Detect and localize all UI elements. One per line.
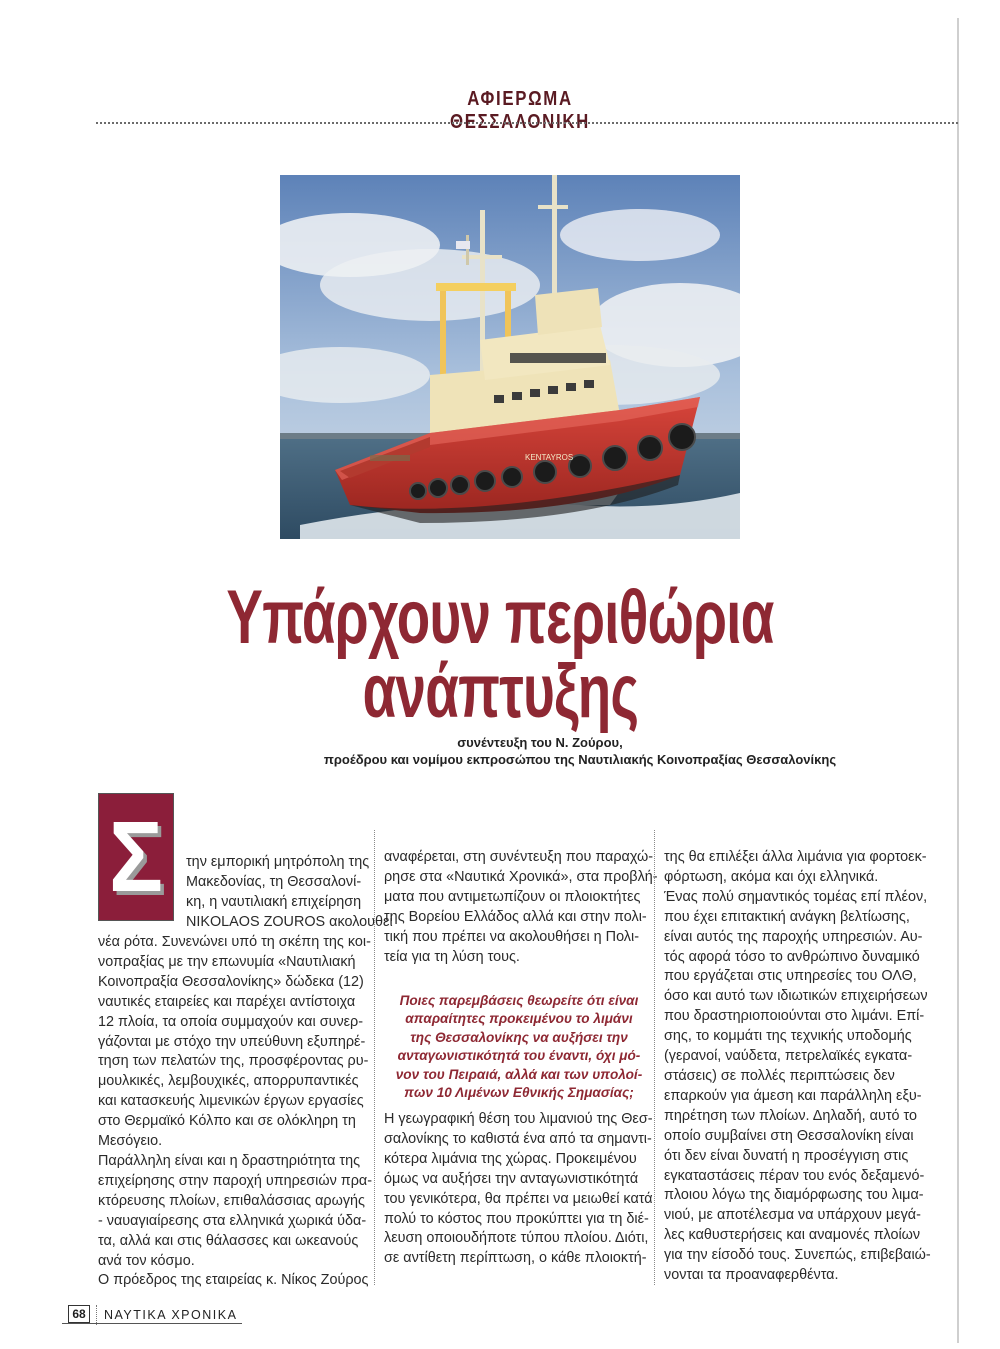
footer-dotted-divider [96, 1305, 97, 1325]
text-line: Ένας πολύ σημαντικός τομέας επί πλέον, [664, 888, 928, 905]
text-line: ανά τον κόσμο. [98, 1252, 195, 1269]
headline-text-2: ανάπτυξης [362, 649, 638, 734]
text-line: ότι δεν είναι δυνατή η προσέγγιση στις [664, 1147, 909, 1164]
text-line: φόρτωση, ακόμα και όχι ελληνικά. [664, 868, 879, 885]
dropcap-box [98, 793, 174, 921]
dropcap-letter: Σ [108, 800, 163, 913]
question-line: απαραίτητες προκειμένου το λιμάνι [405, 1011, 633, 1027]
ship-name-label: KENTAYROS [525, 453, 574, 462]
text-line: Κοινοπραξία Θεσσαλονίκης» δώδεκα (12) [98, 973, 364, 990]
text-line: πηρέτηση των πλοίων. Δηλαδή, αυτό το [664, 1107, 918, 1124]
publication-name: ΝΑΥΤΙΚΑ ΧΡΟΝΙΚΑ [104, 1308, 238, 1322]
text-line: επαρκούν για άμεση και παράλληλη εξυ- [664, 1087, 922, 1104]
text-line: γάζονται με στόχο την υπεύθυνη εξυπηρέ- [98, 1033, 366, 1050]
column-3-body [664, 848, 934, 1286]
text-line: κότερα λιμάνια της χώρας. Προκειμένου [384, 1150, 637, 1167]
text-line: - ναυαγιαίρεσης στα ελληνικά χωρικά ύδα- [98, 1212, 367, 1229]
text-line: τική που πρέπει να ακολουθήσει η Πολι- [384, 928, 639, 945]
text-line: NIKOLAOS ZOUROS ακολουθεί [186, 913, 393, 930]
column-2-top [384, 848, 658, 967]
text-line: ματα που αντιμετωπίζουν οι πλοιοκτήτες [384, 888, 641, 905]
text-line: που εργάζεται στις υπηρεσίες του ΟΛΘ, [664, 968, 917, 985]
text-line: και κατασκευής λιμενικών έργων εργασίες [98, 1093, 364, 1110]
text-line: στάσεις) σε πολλές περιπτώσεις δεν [664, 1067, 895, 1084]
text-line: Μεσόγειο. [98, 1133, 163, 1150]
tugboat-illustration [280, 175, 740, 539]
column-divider-1 [374, 830, 375, 1285]
text-line: της Βορείου Ελλάδος αλλά και στην πολι- [384, 908, 647, 925]
text-line: Ο πρόεδρος της εταιρείας κ. Νίκος Ζούρος [98, 1272, 369, 1289]
text-line: κη, η ναυτιλιακή επιχείρηση [186, 893, 362, 910]
text-line: 12 πλοία, τα οποία συμμαχούν και συνερ- [98, 1013, 364, 1030]
headline-line-2 [0, 649, 1000, 734]
text-line: του γενικότερα, θα πρέπει να μειωθεί κατά [384, 1190, 653, 1207]
text-line: τός αφορά τόσο το ανθρώπινο δυναμικό [664, 948, 920, 965]
text-line: σης, το κομμάτι της τεχνικής υποδομής [664, 1028, 912, 1045]
column-1-intro [186, 853, 393, 933]
header-dotted-rule [96, 122, 958, 124]
text-line: μουλκικές, λεμβουχικές, απορρυπαντικές [98, 1073, 359, 1090]
text-line: που έχει επιτακτική ανάγκη βελτίωσης, [664, 908, 910, 925]
text-line: σαλονίκης το καθιστά ένα από τα σημαντι- [384, 1130, 652, 1147]
text-line: τηση των πελατών της, προσφέροντας ρυ- [98, 1053, 369, 1070]
question-line: νον του Πειραιά, αλλά και των υπολοί- [395, 1066, 643, 1082]
column-2-answer [384, 1110, 653, 1269]
text-line: επιχείρησης στην παροχή υπηρεσιών πρα- [98, 1172, 373, 1189]
text-line: εγκαταστάσεις πέραν του ενός δεξαμενό- [664, 1167, 925, 1184]
text-line: κτόρευσης πλοίων, επιθαλάσσιας αρωγής [98, 1192, 365, 1209]
text-line: νέα ρότα. Συνενώνει υπό τη σκέπη της κοι- [98, 934, 371, 950]
headline-line-1 [0, 575, 1000, 660]
text-line: ρησε στα «Ναυτικά Χρονικά», στα προβλή- [384, 868, 658, 885]
text-line: νονται τα προαναφερθέντα. [664, 1267, 839, 1284]
text-line: Παράλληλη είναι και η δραστηριότητα της [98, 1152, 361, 1169]
text-line: την εμπορική μητρόπολη της [186, 854, 370, 870]
byline-author: συνέντευξη του Ν. Ζούρου, [457, 735, 623, 750]
text-line: λευση οποιουδήποτε τύπου πλοίου. Διότι, [384, 1230, 649, 1247]
text-line: λες καθυστερήσεις και αναμονές πλοίων [664, 1227, 921, 1244]
column-1-body [98, 933, 373, 1291]
text-line: που δραστηριοποιούνται στο λιμάνι. Επί- [664, 1008, 925, 1025]
question-line: Ποιες παρεμβάσεις θεωρείτε ότι είναι [399, 993, 639, 1008]
text-line: ναυτικές εταιρείες και παρέχει αντίστοιχα [98, 993, 356, 1010]
byline-title: προέδρου και νομίμου εκπροσώπου της Ναυτιλιακής Κοινοπραξίας Θεσσαλονίκης [323, 752, 837, 767]
text-line: πλοιου λόγω της διαμόρφωσης του λιμα- [664, 1187, 924, 1204]
question-line: ανταγωνιστικότητά του έναντι, όχι μό- [397, 1048, 641, 1064]
text-line: νιού, με αποτέλεσμα να υπάρχουν μεγά- [664, 1207, 921, 1224]
text-line: (γερανοί, ναύδετα, πετρελαϊκές εγκατα- [664, 1048, 913, 1065]
text-line: της θα επιλέξει άλλα λιμάνια για φορτοεκ- [664, 849, 927, 865]
text-line: στο Θερμαϊκό Κόλπο και σε ολόκληρη τη [98, 1113, 356, 1130]
text-line: Μακεδονίας, τη Θεσσαλονί- [186, 873, 362, 890]
question-line: της Θεσσαλονίκης να αυξήσει την [410, 1029, 628, 1045]
text-line: Η γεωγραφική θέση του λιμανιού της Θεσ- [384, 1111, 653, 1127]
text-line: σε αντίθετη περίπτωση, ο κάθε πλοιοκτή- [384, 1250, 647, 1267]
question-line: πων 10 Λιμένων Εθνικής Σημασίας; [404, 1085, 634, 1101]
text-line: τεία για τη λύση τους. [384, 948, 520, 965]
text-line: πολύ το κόστος που προκύπτει για τη διέ- [384, 1210, 649, 1227]
text-line: όμως να αυξήσει την ανταγωνιστικότητά [384, 1170, 639, 1187]
text-line: για την είσοδό τους. Συνεπώς, επιβεβαιώ- [664, 1247, 931, 1264]
footer-rule [62, 1323, 242, 1324]
tugboat-photo [280, 175, 740, 539]
column-divider-2 [654, 830, 655, 1285]
page-number: 68 [68, 1305, 90, 1323]
text-line: οποίο συμβαίνει στη Θεσσαλονίκη είναι [664, 1127, 914, 1144]
text-line: αναφέρεται, στη συνέντευξη που παραχώ- [384, 849, 654, 865]
text-line: νοπραξίας με την επωνυμία «Ναυτιλιακή [98, 953, 356, 970]
section-title: ΑΦΙΕΡΩΜΑ ΘΕΣΣΑΛΟΝΙΚΗ [450, 88, 590, 133]
headline-text-1: Υπάρχουν περιθώρια [226, 575, 774, 660]
text-line: τα, αλλά και στις θάλασσες και ωκεανούς [98, 1232, 359, 1249]
text-line: είναι αυτός της παροχής υπηρεσιών. Αυ- [664, 928, 923, 945]
text-line: όσο και αυτό των ιδιωτικών επιχειρήσεων [664, 988, 928, 1005]
interview-question [388, 992, 650, 1102]
